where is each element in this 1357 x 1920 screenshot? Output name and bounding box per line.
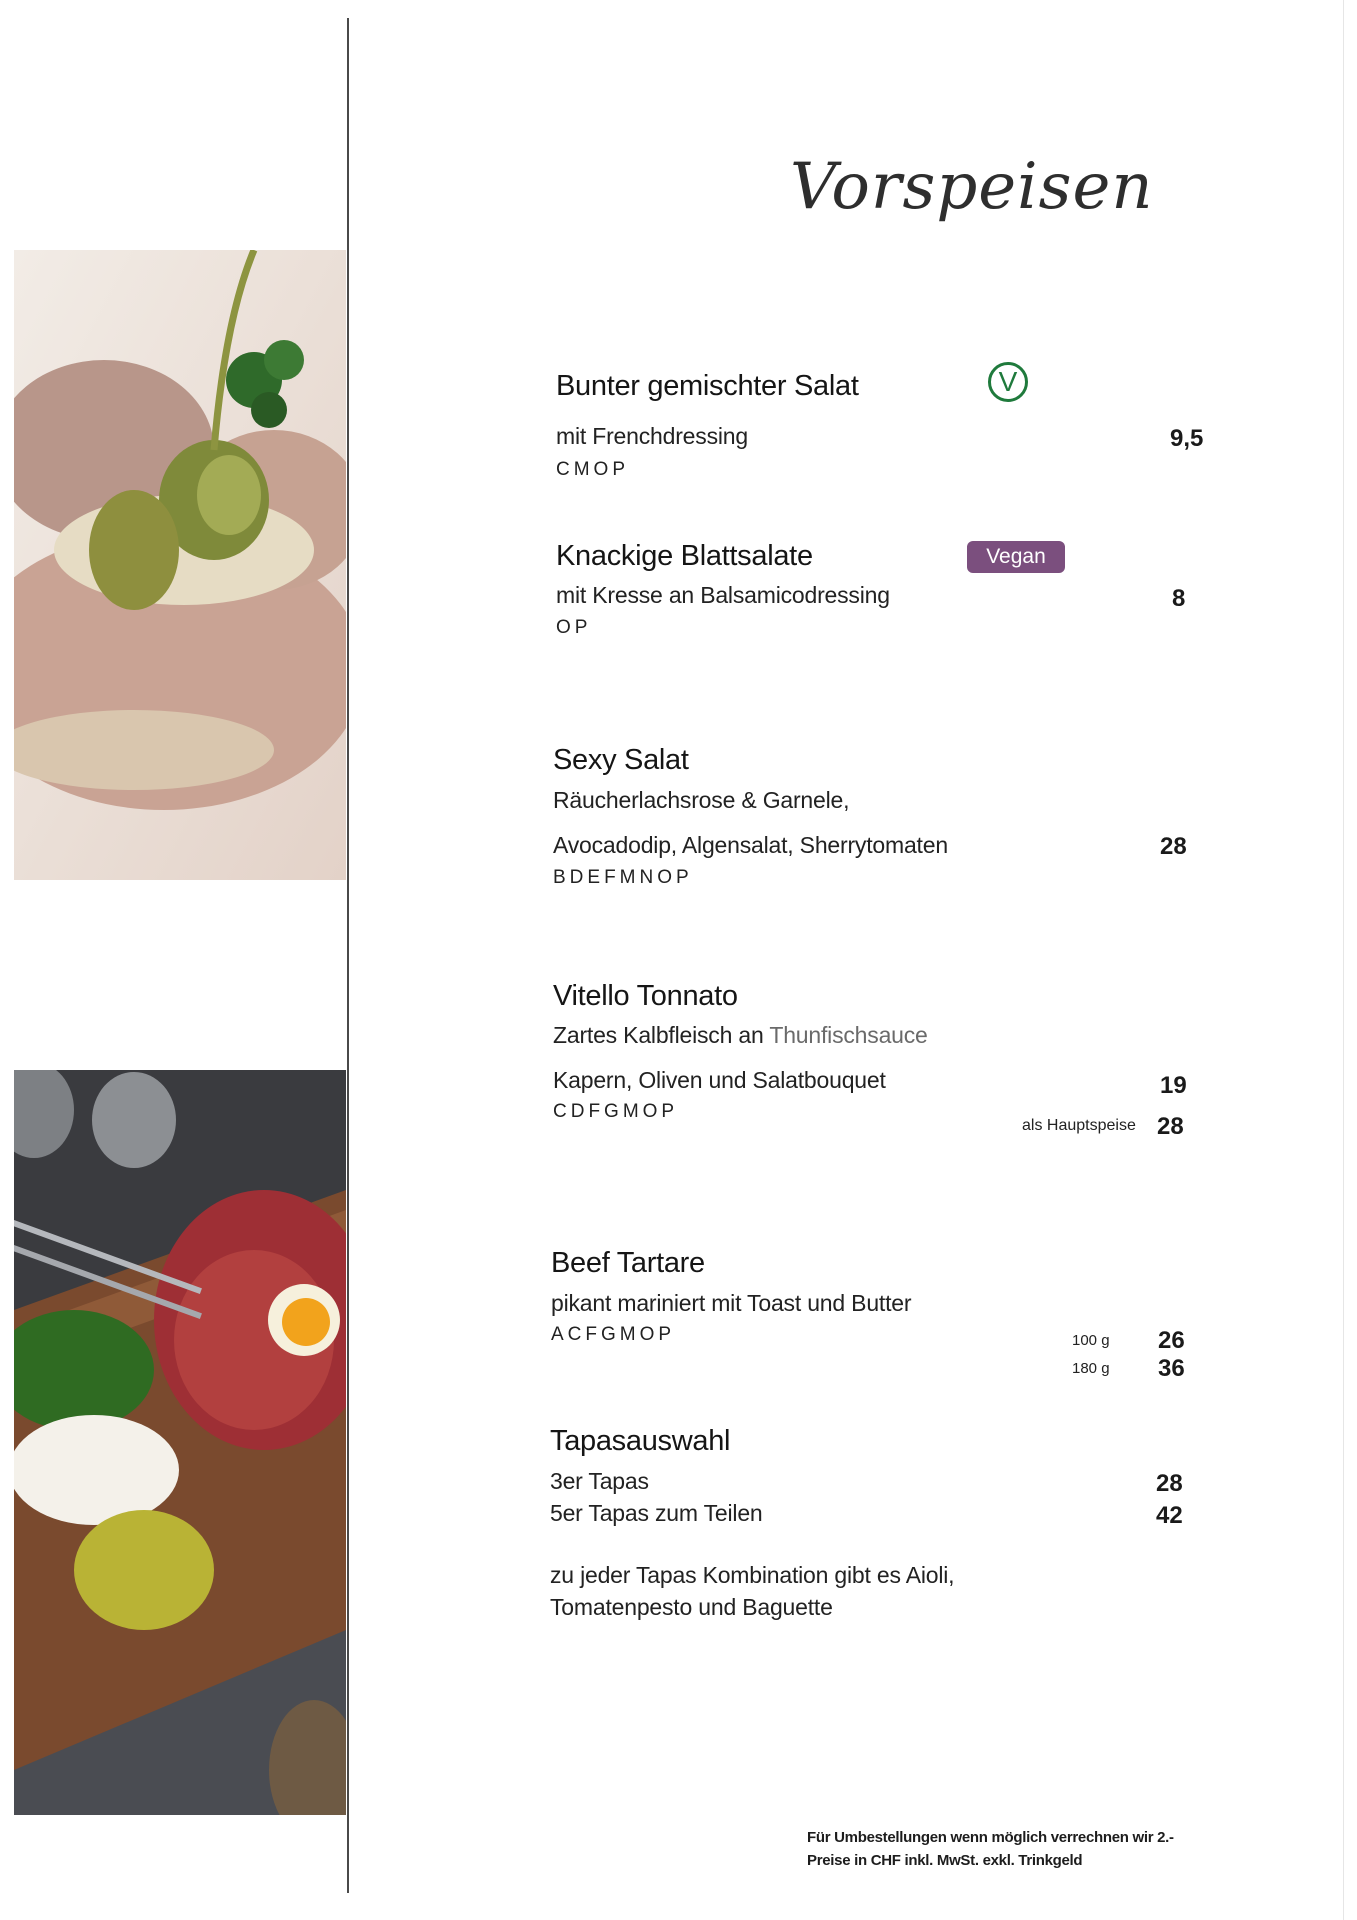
dish-price: 9,5 [1170,425,1204,452]
footer-note: Preise in CHF inkl. MwSt. exkl. Trinkgeld [807,1852,1083,1869]
tapas-option: 3er Tapas [550,1468,649,1494]
tapas-note: zu jeder Tapas Kombination gibt es Aioli, [550,1562,955,1588]
description-accent: Thunfischsauce [769,1022,928,1048]
dish-description: mit Kresse an Balsamicodressing [556,582,890,608]
allergen-codes: ACFGMOP [551,1324,676,1345]
dish-name: Knackige Blattsalate [556,540,813,572]
tapas-option-price: 28 [1156,1470,1183,1497]
allergen-codes: CDFGMOP [553,1101,679,1122]
portion-price: 26 [1158,1327,1185,1354]
dish-description: Avocadodip, Algensalat, Sherrytomaten [553,832,948,858]
dish-name: Bunter gemischter Salat [556,370,859,402]
footer-note: Für Umbestellungen wenn möglich verrechnen wir 2.- [807,1829,1174,1846]
description-text: Zartes Kalbfleisch an [553,1022,770,1048]
dish-price: 8 [1172,585,1186,612]
allergen-codes: OP [556,617,592,638]
dish-description: Kapern, Oliven und Salatbouquet [553,1067,886,1093]
vegan-badge: Vegan [967,541,1065,573]
dish-description: mit Frenchdressing [556,423,748,449]
dish-description [553,1022,928,1049]
portion-size: 180 g [1072,1360,1110,1377]
tapas-option: 5er Tapas zum Teilen [550,1500,763,1526]
dish-name: Sexy Salat [553,744,689,776]
portion-size: 100 g [1072,1332,1110,1349]
dish-name: Vitello Tonnato [553,980,738,1012]
main-course-price: 28 [1157,1113,1184,1140]
dish-name: Tapasauswahl [550,1425,731,1457]
allergen-codes: BDEFMNOP [553,867,693,888]
vitello-tonnato-photo [14,250,346,880]
vertical-divider [347,18,349,1893]
main-course-label: als Hauptspeise [1022,1117,1136,1134]
dish-name: Beef Tartare [551,1247,705,1279]
page-edge [1343,0,1344,1920]
tapas-note: Tomatenpesto und Baguette [550,1594,833,1620]
tapas-option-price: 42 [1156,1502,1183,1529]
dish-price: 28 [1160,833,1187,860]
dish-description: pikant mariniert mit Toast und Butter [551,1290,912,1316]
dish-price: 19 [1160,1072,1187,1099]
dish-description: Räucherlachsrose & Garnele, [553,787,850,813]
vegetarian-badge: V [988,362,1028,402]
page-title: Vorspeisen [790,150,1154,224]
beef-tartare-photo [14,1070,346,1815]
allergen-codes: CMOP [556,459,629,480]
portion-price: 36 [1158,1355,1185,1382]
